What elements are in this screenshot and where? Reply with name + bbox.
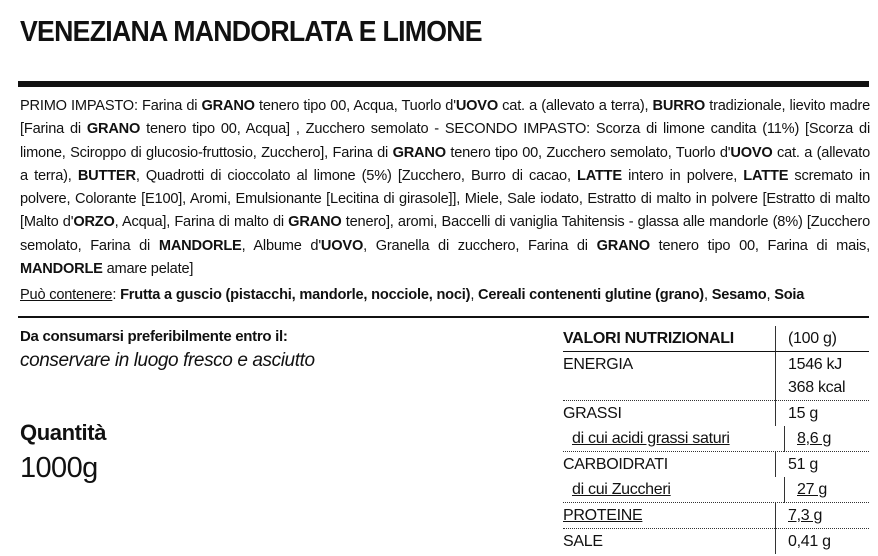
- nutrient-value: [775, 401, 869, 426]
- nutrient-name: [563, 503, 775, 529]
- ingredient-text: scremato in polvere, Colorante [E100], Aromi, Emulsionante [Lecitina di girasole]], Miele, Sale iodato, Estratto di malto in polvere [Estratto di malto [Malto d': [20, 167, 870, 231]
- allergen-highlight: GRANO: [86, 121, 141, 138]
- quantity-label: Quantità: [20, 420, 107, 445]
- ingredient-text: tradizionale, lievito madre [Farina di: [20, 98, 870, 138]
- ingredient-text: tenero tipo 00, Zucchero semolato, Tuorlo d': [445, 144, 731, 161]
- ingredient-text: cat. a (allevato a terra),: [498, 98, 653, 114]
- allergen-highlight: GRANO: [288, 214, 342, 231]
- product-title: VENEZIANA MANDORLATA E LIMONE: [20, 16, 482, 48]
- allergen-highlight: Soia: [774, 287, 805, 303]
- allergen-highlight: MANDORLE: [20, 261, 103, 278]
- allergen-highlight: Sesamo: [711, 287, 767, 303]
- nutrient-value-text: 0,41 g: [788, 533, 831, 550]
- nutrition-row: [563, 529, 869, 554]
- nutrient-name: [563, 477, 784, 503]
- ingredients-list: [20, 95, 870, 281]
- ingredient-text: PRIMO IMPASTO: Farina di: [20, 98, 202, 114]
- nutrient-name: [563, 352, 775, 401]
- storage-instructions: conservare in luogo fresco e asciutto: [20, 350, 315, 371]
- nutrient-name: [563, 426, 784, 452]
- nutrient-name-text: di cui Zuccheri: [572, 481, 671, 498]
- nutrient-name: [563, 401, 775, 426]
- nutrition-row: [563, 426, 869, 452]
- allergen-highlight: LATTE: [743, 167, 789, 184]
- nutrient-value: [784, 426, 869, 452]
- section-divider: [18, 316, 869, 318]
- nutrient-name-text: di cui acidi grassi saturi: [572, 430, 730, 447]
- ingredient-text: tenero], aromi, Baccelli di vaniglia Tahitensis - glassa alle mandorle (8%) [Zucchero semolato, Farina di: [20, 214, 870, 254]
- quantity-value: 1000g: [20, 452, 98, 484]
- allergen-highlight: BUTTER: [77, 167, 136, 184]
- title-divider: [18, 81, 869, 87]
- ingredient-text: tenero tipo 00, Acqua] , Zucchero semolato - SECONDO IMPASTO: Scorza di limone candita (11%) [Scorza di limone, Sciroppo di glucosio-fruttosio, Zucchero], Farina di: [20, 121, 870, 161]
- allergen-highlight: LATTE: [577, 167, 622, 184]
- best-before-label: Da consumarsi preferibilmente entro il:: [20, 328, 288, 345]
- ingredient-text: tenero tipo 00, Farina di mais,: [649, 237, 870, 254]
- nutrient-value-text: 1546 kJ: [788, 356, 842, 373]
- allergen-highlight: GRANO: [392, 144, 446, 161]
- nutrition-table: [563, 326, 869, 554]
- nutrient-value-text: 51 g: [788, 456, 818, 473]
- allergen-highlight: UOVO: [320, 237, 364, 254]
- ingredient-text: ,: [470, 287, 479, 303]
- nutrient-value-text: 8,6 g: [797, 430, 832, 447]
- nutrient-name-text: CARBOIDRATI: [563, 456, 668, 473]
- allergen-notice: [20, 287, 878, 303]
- nutrient-value: [775, 529, 869, 554]
- allergen-highlight: BURRO: [652, 98, 706, 114]
- ingredient-text: ,: [766, 287, 775, 303]
- nutrition-header: VALORI NUTRIZIONALI: [563, 326, 775, 352]
- nutrient-value: [784, 477, 869, 503]
- allergen-highlight: Frutta a guscio (pistacchi, mandorle, nocciole, noci): [120, 287, 471, 303]
- nutrition-rows: [563, 352, 869, 554]
- nutrient-name-text: GRASSI: [563, 405, 622, 422]
- allergen-colon: :: [112, 287, 121, 303]
- ingredient-text: tenero tipo 00, Acqua, Tuorlo d': [254, 98, 456, 114]
- nutrition-row: [563, 452, 869, 477]
- nutrition-row: [563, 477, 869, 503]
- nutrient-name: [563, 452, 775, 477]
- allergen-highlight: UOVO: [455, 98, 498, 114]
- allergen-highlight: GRANO: [596, 237, 650, 254]
- allergen-highlight: Cereali contenenti glutine (grano): [478, 287, 704, 303]
- nutrition-row: [563, 503, 869, 529]
- allergen-highlight: ORZO: [73, 214, 115, 231]
- nutrient-value: [775, 503, 869, 529]
- allergen-highlight: MANDORLE: [158, 237, 242, 254]
- nutrient-name: [563, 529, 775, 554]
- nutrition-row: [563, 401, 869, 426]
- allergen-highlight: GRANO: [201, 98, 255, 114]
- ingredient-text: ,: [703, 287, 712, 303]
- ingredient-text: cat. a (allevato a terra),: [20, 144, 870, 184]
- ingredient-text: , Albume d': [241, 237, 321, 254]
- allergen-highlight: UOVO: [730, 144, 773, 161]
- nutrient-name-text: PROTEINE: [563, 507, 643, 524]
- nutrient-name-text: SALE: [563, 533, 603, 550]
- ingredient-text: , Acqua], Farina di malto di: [114, 214, 289, 231]
- nutrient-value-text: 27 g: [797, 481, 827, 498]
- nutrient-value-text: 15 g: [788, 405, 818, 422]
- ingredient-text: , Granella di zucchero, Farina di: [363, 237, 597, 254]
- nutrition-header-row: [563, 326, 869, 352]
- nutrient-value-text: 7,3 g: [788, 507, 823, 524]
- nutrient-value-text: 368 kcal: [788, 379, 846, 396]
- nutrient-value: [775, 452, 869, 477]
- nutrition-row: [563, 352, 869, 401]
- ingredient-text: amare pelate]: [102, 261, 194, 278]
- allergen-items: [120, 287, 804, 303]
- nutrition-per: (100 g): [775, 326, 869, 352]
- nutrient-value: [775, 352, 869, 401]
- ingredient-text: intero in polvere,: [621, 167, 744, 184]
- ingredient-text: , Quadrotti di cioccolato al limone (5%) [Zucchero, Burro di cacao,: [135, 167, 577, 184]
- allergen-label: Può contenere: [20, 287, 113, 303]
- nutrient-name-text: ENERGIA: [563, 356, 633, 373]
